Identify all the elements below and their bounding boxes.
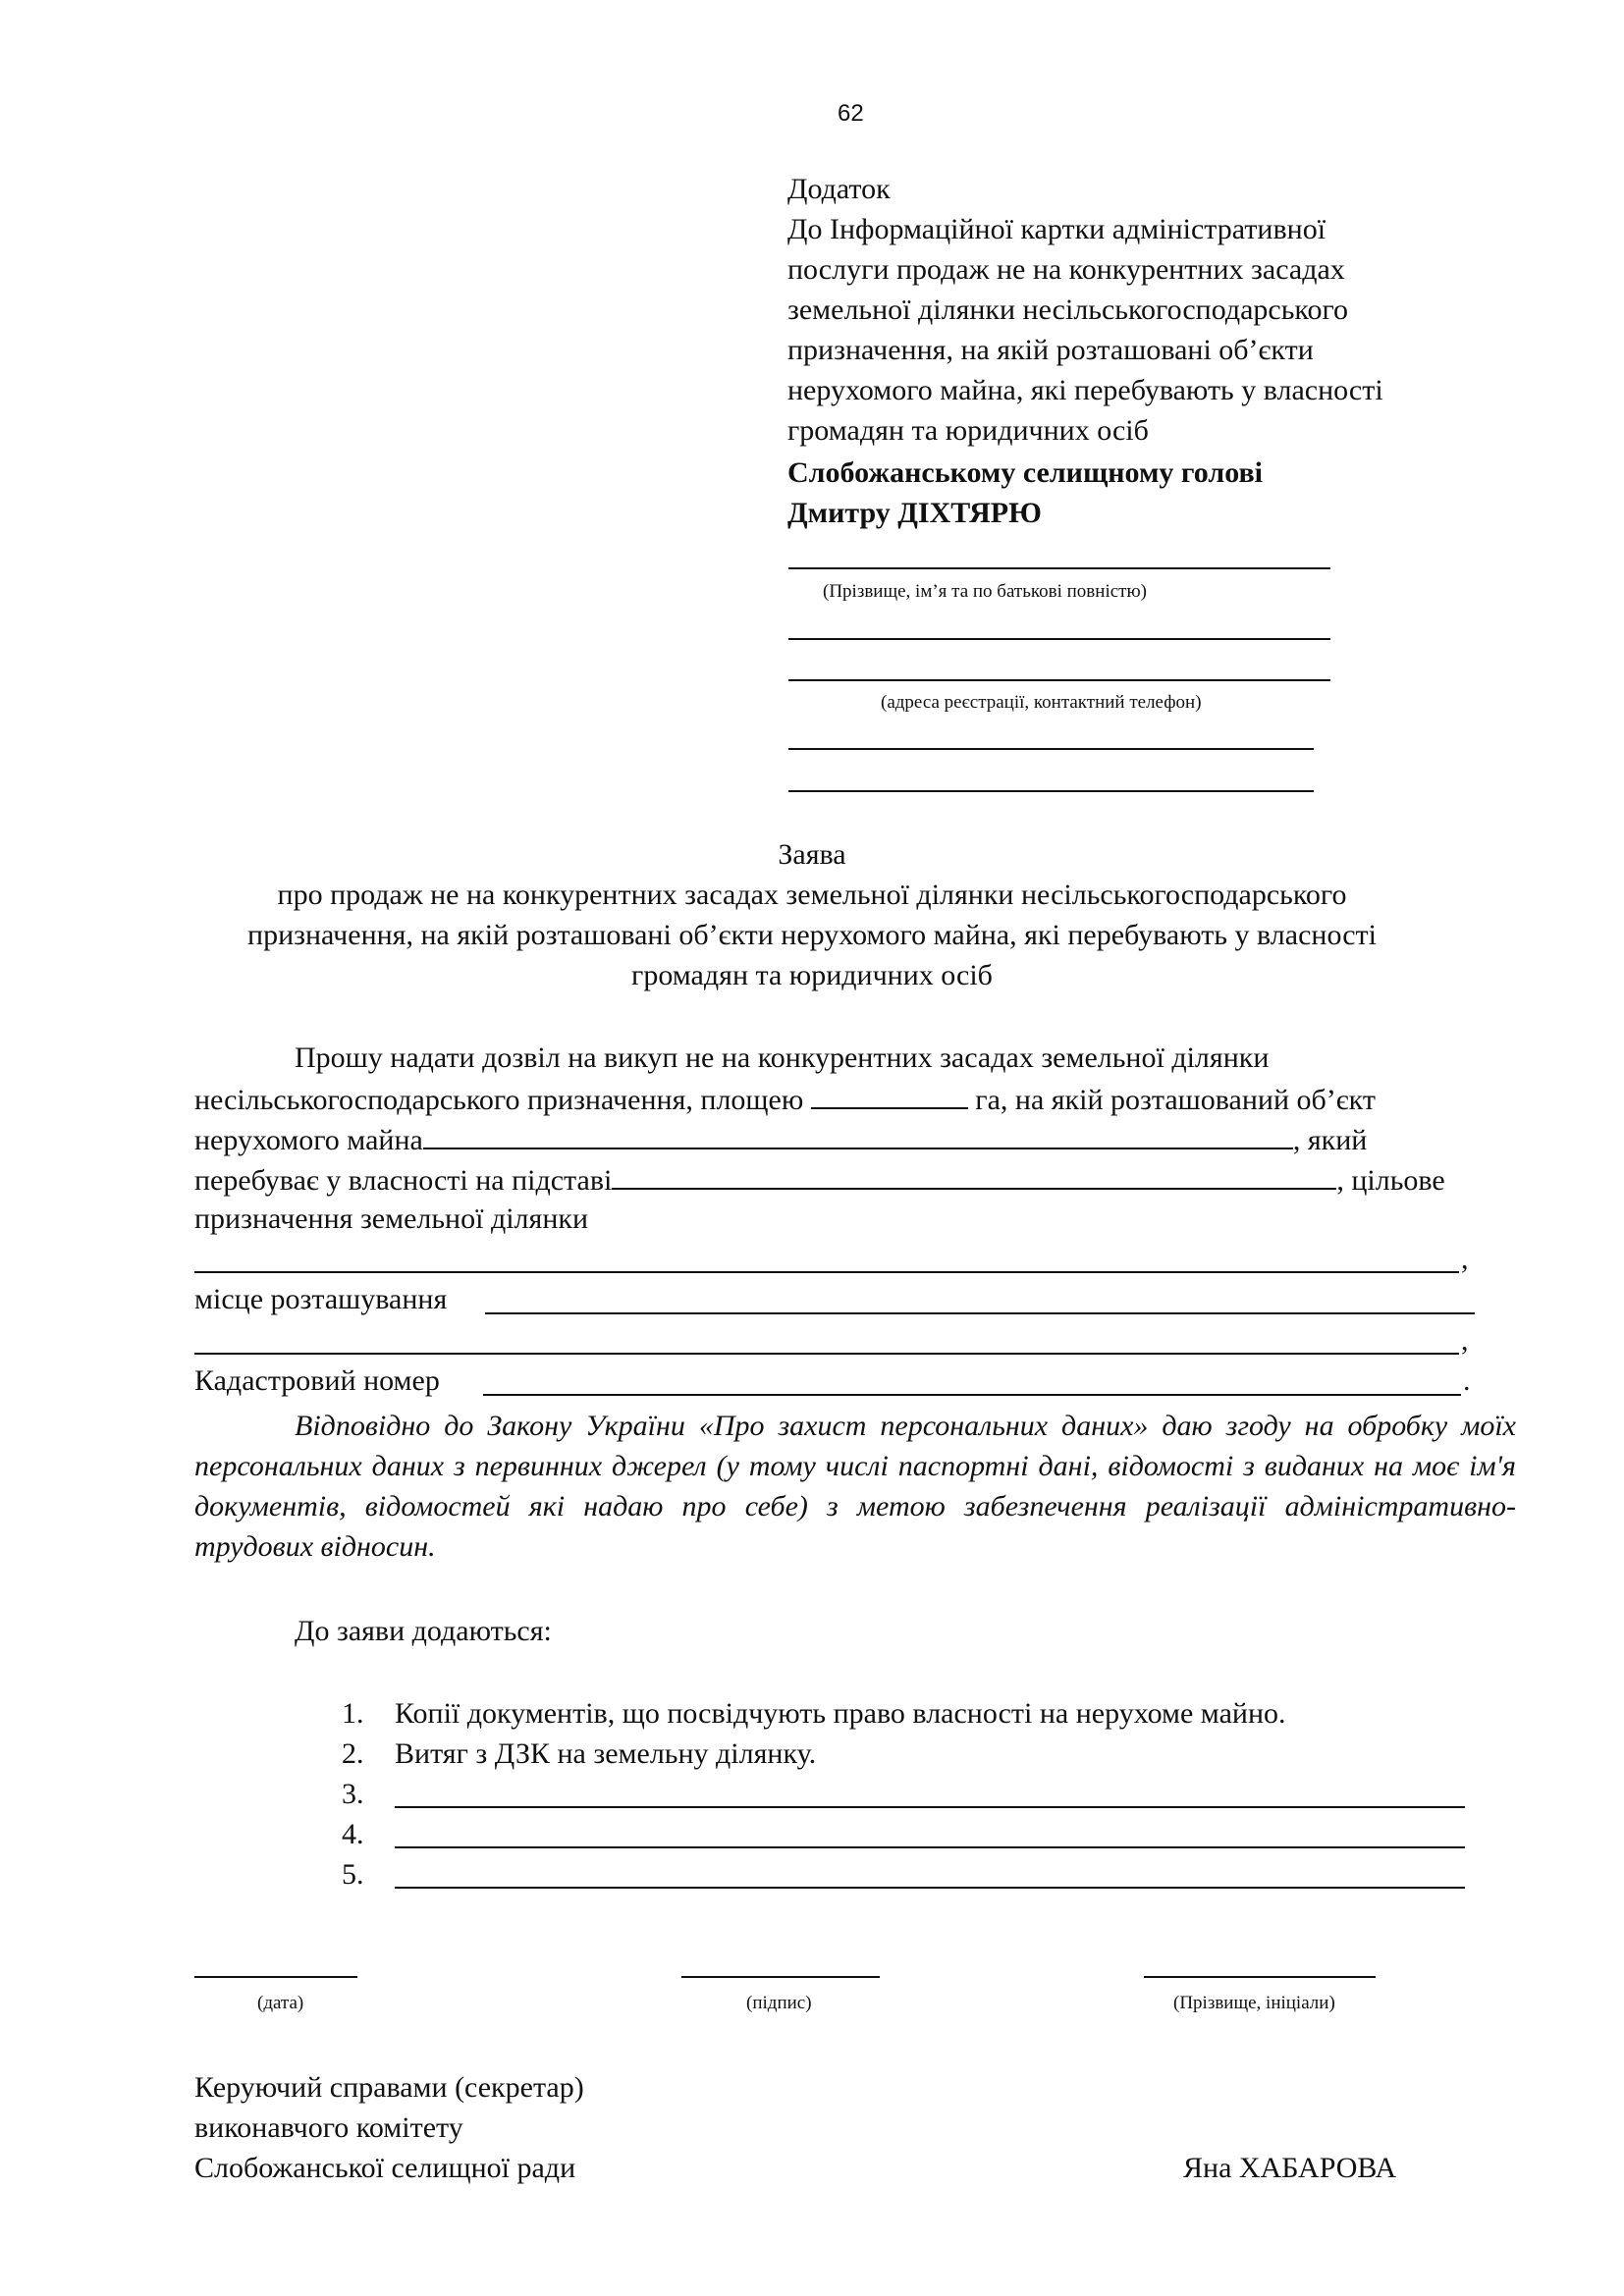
statement-subtitle: призначення, на якій розташовані об’єкти нерухомого майна, які перебувають у власності [247,919,1377,951]
applicant-address-line[interactable] [788,679,1330,681]
property-field[interactable] [423,1122,1293,1149]
applicant-address-line[interactable] [788,638,1330,640]
attachment-number: 1. [342,1697,364,1730]
page-number: 62 [838,100,864,127]
applicant-phone-line[interactable] [788,790,1314,792]
footer-signer: Яна ХАБАРОВА [1183,2152,1397,2184]
date-caption: (дата) [257,1993,304,2013]
request-text: несільськогосподарського призначення, площею [194,1084,804,1116]
request-area-line [194,1082,1376,1117]
appendix-line: призначення, на якій розташовані об’єкти [787,334,1314,366]
signature-field[interactable] [681,1976,880,1978]
attachment-field[interactable] [395,1846,1465,1848]
location-field[interactable] [194,1353,1459,1355]
attachment-number: 5. [342,1858,364,1891]
period: . [1463,1364,1471,1397]
request-text: призначення земельної ділянки [194,1202,589,1235]
attachment-number: 3. [342,1778,364,1810]
appendix-title: Додаток [787,173,891,205]
consent-paragraph: Відповідно до Закону України «Про захист персональних даних» даю згоду на обробку моїх персональних даних з первинних джерел (у тому числі паспортні дані, відомості з виданих на моє ім'я документів, відомостей які надаю про себе) з метою забезпечення реалізації адміністративно-трудових відносин. [194,1410,1516,1563]
statement-subtitle: громадян та юридичних осіб [631,959,993,991]
location-field[interactable] [485,1312,1475,1314]
addressee-name: Дмитру ДІХТЯРЮ [787,497,1042,529]
footer-position: Керуючий справами (секретар) [194,2071,584,2104]
attachment-number: 2. [342,1737,364,1770]
attachment-text: Витяг з ДЗК на земельну ділянку. [395,1737,817,1770]
attachments-heading: До заяви додаються: [295,1615,552,1647]
location-label: місце розташування [194,1283,448,1315]
footer-position: виконавчого комітету [194,2111,463,2144]
applicant-phone-line[interactable] [788,748,1314,750]
cadastral-label: Кадастровий номер [194,1364,440,1397]
ownership-basis-field[interactable] [612,1162,1336,1190]
appendix-line: послуги продаж не на конкурентних засадах [787,253,1345,286]
initials-field[interactable] [1144,1976,1376,1978]
attachment-text: Копії документів, що посвідчують право власності на нерухоме майно. [395,1697,1286,1730]
appendix-line: нерухомого майна, які перебувають у власності [787,374,1383,406]
date-field[interactable] [194,1976,357,1978]
purpose-field[interactable] [194,1271,1459,1273]
addressee-title: Слобожанському селищному голові [787,456,1264,489]
name-caption: (Прізвище, ім’я та по батькові повністю) [823,581,1147,602]
statement-subtitle: про продаж не на конкурентних засадах земельної ділянки несільськогосподарського [277,879,1347,911]
request-text: , який [1292,1124,1368,1156]
area-field[interactable] [811,1082,968,1109]
attachment-field[interactable] [395,1806,1465,1808]
cadastral-field[interactable] [483,1394,1461,1396]
request-text: Прошу надати дозвіл на викуп не на конкурентних засадах земельної ділянки [295,1041,1270,1074]
request-text: га, на якій розташований об’єкт [975,1084,1376,1116]
ownership-line [194,1162,1445,1198]
appendix-line: земельної ділянки несільськогосподарського [787,294,1349,326]
signature-caption: (підпис) [746,1993,812,2013]
request-text: нерухомого майна [194,1124,423,1156]
location-line [194,1283,447,1316]
property-line [194,1122,1367,1157]
comma: , [1461,1243,1469,1275]
request-text: , цільове [1336,1164,1445,1197]
comma: , [1461,1324,1469,1357]
attachment-number: 4. [342,1818,364,1850]
attachment-field[interactable] [395,1887,1465,1889]
footer-position: Слобожанської селищної ради [194,2152,576,2184]
request-text: перебуває у власності на підставі [194,1164,613,1197]
appendix-line: До Інформаційної картки адміністративної [787,213,1326,245]
appendix-line: громадян та юридичних осіб [787,414,1149,447]
applicant-name-line[interactable] [788,567,1330,569]
statement-heading: Заява [778,838,846,871]
cadastral-line [194,1364,440,1398]
address-caption: (адреса реєстрації, контактний телефон) [881,692,1202,713]
initials-caption: (Прізвище, ініціали) [1173,1993,1335,2013]
